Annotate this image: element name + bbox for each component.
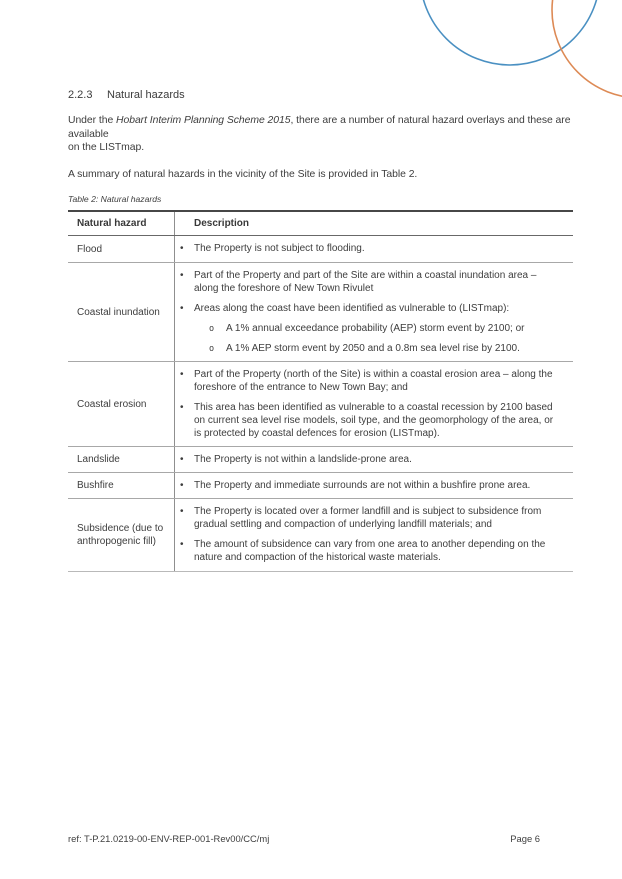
description-cell — [175, 473, 573, 498]
intro-text-prefix: Under the — [68, 115, 117, 126]
table-caption: Table 2: Natural hazards — [68, 194, 162, 204]
table-header-row — [68, 212, 573, 236]
description-cell — [175, 263, 573, 361]
bullet-item — [180, 538, 563, 564]
orange-circle-decoration — [552, 0, 622, 98]
planning-scheme-title: Hobart Interim Planning Scheme 2015 — [116, 115, 291, 126]
sub-bullet-item — [209, 342, 563, 355]
bullet-text: Part of the Property (north of the Site) is within a coastal erosion area – along the foreshore of the entrance to New Town Bay; and — [194, 369, 553, 393]
intro-text-line2: on the LISTmap. — [68, 142, 145, 153]
header-cell-hazard: Natural hazard — [68, 212, 175, 235]
table-row-landslide — [68, 447, 573, 473]
bullet-item — [180, 242, 563, 255]
description-cell — [175, 447, 573, 472]
footer-reference: ref: T-P.21.0219-00-ENV-REP-001-Rev00/CC/mj — [68, 833, 270, 844]
bullet-text: The Property is not subject to flooding. — [194, 243, 365, 254]
hazard-label: Subsidence (due to anthropogenic fill) — [68, 499, 175, 571]
intro-text-suffix: , there are a number of natural hazard overlays and these are available — [68, 115, 571, 140]
hazard-label: Coastal inundation — [68, 263, 175, 361]
summary-paragraph: A summary of natural hazards in the vicinity of the Site is provided in Table 2. — [68, 168, 418, 180]
intro-paragraph — [68, 114, 573, 155]
bullet-marker: • — [180, 270, 184, 281]
bullet-text: The Property is not within a landslide-prone area. — [194, 454, 412, 465]
bullet-text: The amount of subsidence can vary from one area to another depending on the nature and compaction of the historical waste materials. — [194, 539, 546, 563]
blue-circle-decoration — [420, 0, 600, 65]
table-row-coastal-inundation — [68, 263, 573, 362]
hazard-label: Coastal erosion — [68, 362, 175, 446]
bullet-marker: • — [180, 243, 184, 254]
section-heading — [68, 89, 573, 102]
bullet-item — [180, 453, 563, 466]
bullet-text: The Property and immediate surrounds are not within a bushfire prone area. — [194, 480, 531, 491]
section-number: 2.2.3 — [68, 89, 93, 101]
bullet-marker: • — [180, 402, 184, 413]
section-title: Natural hazards — [107, 89, 185, 101]
description-cell — [175, 499, 573, 571]
bullet-item — [180, 505, 563, 531]
page-footer — [68, 833, 573, 847]
header-cell-description: Description — [194, 218, 250, 229]
natural-hazards-table — [68, 210, 573, 572]
hazard-label: Landslide — [68, 447, 175, 472]
bullet-text: A 1% annual exceedance probability (AEP) storm event by 2100; or — [226, 323, 525, 334]
bullet-item — [180, 368, 563, 394]
bullet-item — [180, 302, 563, 315]
table-row-flood — [68, 236, 573, 263]
sub-bullet-marker: o — [209, 343, 215, 354]
bullet-marker: • — [180, 480, 184, 491]
table-row-bushfire — [68, 473, 573, 499]
bullet-item — [180, 269, 563, 295]
bullet-marker: • — [180, 506, 184, 517]
bullet-item — [180, 401, 563, 440]
page-content — [68, 89, 573, 572]
hazard-label: Bushfire — [68, 473, 175, 498]
bullet-marker: • — [180, 303, 184, 314]
bullet-text: Areas along the coast have been identified as vulnerable to (LISTmap): — [194, 303, 510, 314]
bullet-item — [180, 479, 563, 492]
bullet-text: The Property is located over a former landfill and is subject to subsidence from gradual settling and compaction of underlying landfill materials; and — [194, 506, 542, 530]
table-row-subsidence — [68, 499, 573, 571]
sub-bullet-item — [209, 322, 563, 335]
description-cell — [175, 236, 573, 262]
bullet-marker: • — [180, 454, 184, 465]
bullet-text: This area has been identified as vulnerable to a coastal recession by 2100 based on current sea level rise models, soil type, and the geomorphology of the area, or is protected by coastal defences for erosion (LISTmap). — [194, 402, 554, 439]
description-cell — [175, 362, 573, 446]
bullet-marker: • — [180, 369, 184, 380]
bullet-marker: • — [180, 539, 184, 550]
bullet-text: A 1% AEP storm event by 2050 and a 0.8m sea level rise by 2100. — [226, 343, 520, 354]
sub-bullet-marker: o — [209, 323, 215, 334]
bullet-text: Part of the Property and part of the Site are within a coastal inundation area – along the foreshore of New Town Rivulet — [194, 270, 537, 294]
hazard-label: Flood — [68, 236, 175, 262]
page-number: Page 6 — [510, 833, 540, 844]
table-row-coastal-erosion — [68, 362, 573, 447]
